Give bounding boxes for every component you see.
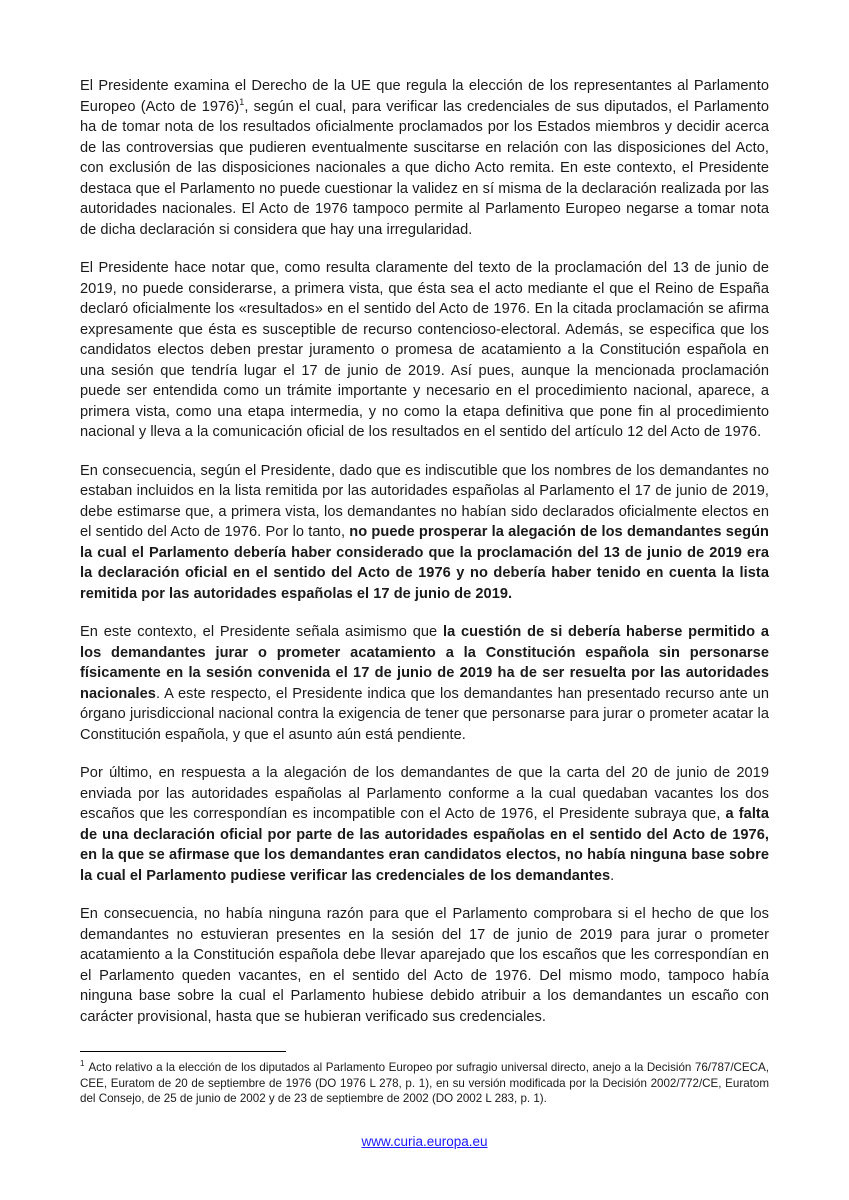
paragraph-text: En consecuencia, no había ninguna razón para que el Parlamento comprobara si el hecho de que los demandantes no estuvieran presentes en la sesión del 17 de junio de 2019 para jurar o prometer acatamiento a la Constitución española debe llevar aparejado que los escaños que les correspondían en el Parlamento queden vacantes, en el sentido del Acto de 1976. Del mismo modo, tampoco había ninguna base sobre la cual el Parlamento hubiese debido atribuir a los demandantes un escaño con carácter provisional, hasta que se hubieran verificado sus credenciales. (80, 906, 769, 1025)
paragraph-text: , según el cual, para verificar las credenciales de sus diputados, el Parlamento ha de tomar nota de los resultados oficialmente proclamados por los Estados miembros y decidir acerca de las controversias que pudieren eventualmente suscitarse en relación con las disposiciones del Acto, con exclusión de las disposiciones nacionales a que dicho Acto remita. En este contexto, el Presidente destaca que el Parlamento no puede cuestionar la validez en sí misma de la declaración realizada por las autoridades nacionales. El Acto de 1976 tampoco permite al Parlamento Europeo negarse a tomar nota de dicha declaración si considera que hay una irregularidad. (80, 98, 769, 238)
bold-text: a falta de una declaración oficial por parte de las autoridades españolas en el sentido del Acto de 1976, en la que se afirmase que los demandantes eran candidatos electos, no había ninguna base sobre la cual el Parlamento pudiese verificar las credenciales de los demandantes (80, 806, 769, 884)
footnote-separator (80, 1051, 286, 1052)
bold-text: la cuestión de si debería haberse permitido a los demandantes jurar o prometer acatamiento a la Constitución española sin personarse físicamente en la sesión convenida el 17 de junio de 2019 ha de ser resuelta por las autoridades nacionales (80, 624, 769, 702)
paragraph-text: En consecuencia, según el Presidente, dado que es indiscutible que los nombres de los demandantes no estaban incluidos en la lista remitida por las autoridades españolas al Parlamento el 17 de junio de 2019, debe estimarse que, a primera vista, los demandantes no habían sido declarados oficialmente electos en el sentido del Acto de 1976. Por lo tanto, (80, 462, 769, 540)
paragraph-text: Por último, en respuesta a la alegación de los demandantes de que la carta del 20 de junio de 2019 enviada por las autoridades españolas al Parlamento conforme a la cual quedaban vacantes los dos escaños que les correspondían es incompatible con el Acto de 1976, el Presidente subraya que, (80, 765, 769, 822)
footnote-reference: 1 (239, 96, 245, 107)
paragraph-text: . A este respecto, el Presidente indica que los demandantes han presentado recurso ante un órgano jurisdiccional nacional contra la exigencia de tener que personarse para jurar o prometer acatar la Constitución española, y que el asunto aún está pendiente. (80, 685, 769, 743)
footer (0, 1134, 849, 1149)
curia-website-link[interactable]: www.curia.europa.eu (361, 1134, 488, 1149)
footnote-text: Acto relativo a la elección de los diputados al Parlamento Europeo por sufragio universal directo, anejo a la Decisión 76/787/CECA, CEE, Euratom de 20 de septiembre de 1976 (DO 1976 L 278, p. 1), en su versión modificada por la Decisión 2002/772/CE, Euratom del Consejo, de 25 de junio de 2002 y de 23 de septiembre de 2002 (DO 2002 L 283, p. 1). (80, 1061, 769, 1105)
bold-text: no puede prosperar la alegación de los demandantes según la cual el Parlamento debería haber considerado que la proclamación del 13 de junio de 2019 era la declaración oficial en el sentido del Acto de 1976 y no debería haber tenido en cuenta la lista remitida por las autoridades españolas el 17 de junio de 2019. (80, 524, 770, 602)
paragraph-1 (80, 76, 769, 240)
footnote (80, 1060, 769, 1107)
paragraph-text: El Presidente hace notar que, como resulta claramente del texto de la proclamación del 13 de junio de 2019, no puede considerarse, a primera vista, que ésta sea el acto mediante el que el Reino de España declaró oficialmente los «resultados» en el sentido del Acto de 1976. En la citada proclamación se afirma expresamente que ésta es susceptible de recurso contencioso-electoral. Además, se especifica que los candidatos electos deben prestar juramento o promesa de acatamiento a la Constitución española en una sesión que tendría lugar el 17 de junio de 2019. Así pues, aunque la mencionada proclamación puede ser entendida como un trámite importante y necesario en el procedimiento nacional, aparece, a primera vista, como una etapa intermedia, y no como la etapa definitiva que pone fin al procedimiento nacional y lleva a la comunicación oficial de los resultados en el sentido del artículo 12 del Acto de 1976. (80, 260, 769, 440)
paragraph-6 (80, 904, 769, 1027)
paragraph-text: . (610, 867, 615, 884)
document-body (80, 76, 769, 1045)
paragraph-text: El Presidente examina el Derecho de la UE que regula la elección de los representantes al Parlamento Europeo (Acto de 1976) (80, 78, 769, 115)
paragraph-2 (80, 258, 769, 443)
paragraph-3 (80, 461, 769, 605)
paragraph-5 (80, 763, 769, 886)
paragraph-4 (80, 622, 769, 745)
footnote-number: 1 (80, 1059, 85, 1069)
paragraph-text: En este contexto, el Presidente señala asimismo que (80, 624, 443, 640)
